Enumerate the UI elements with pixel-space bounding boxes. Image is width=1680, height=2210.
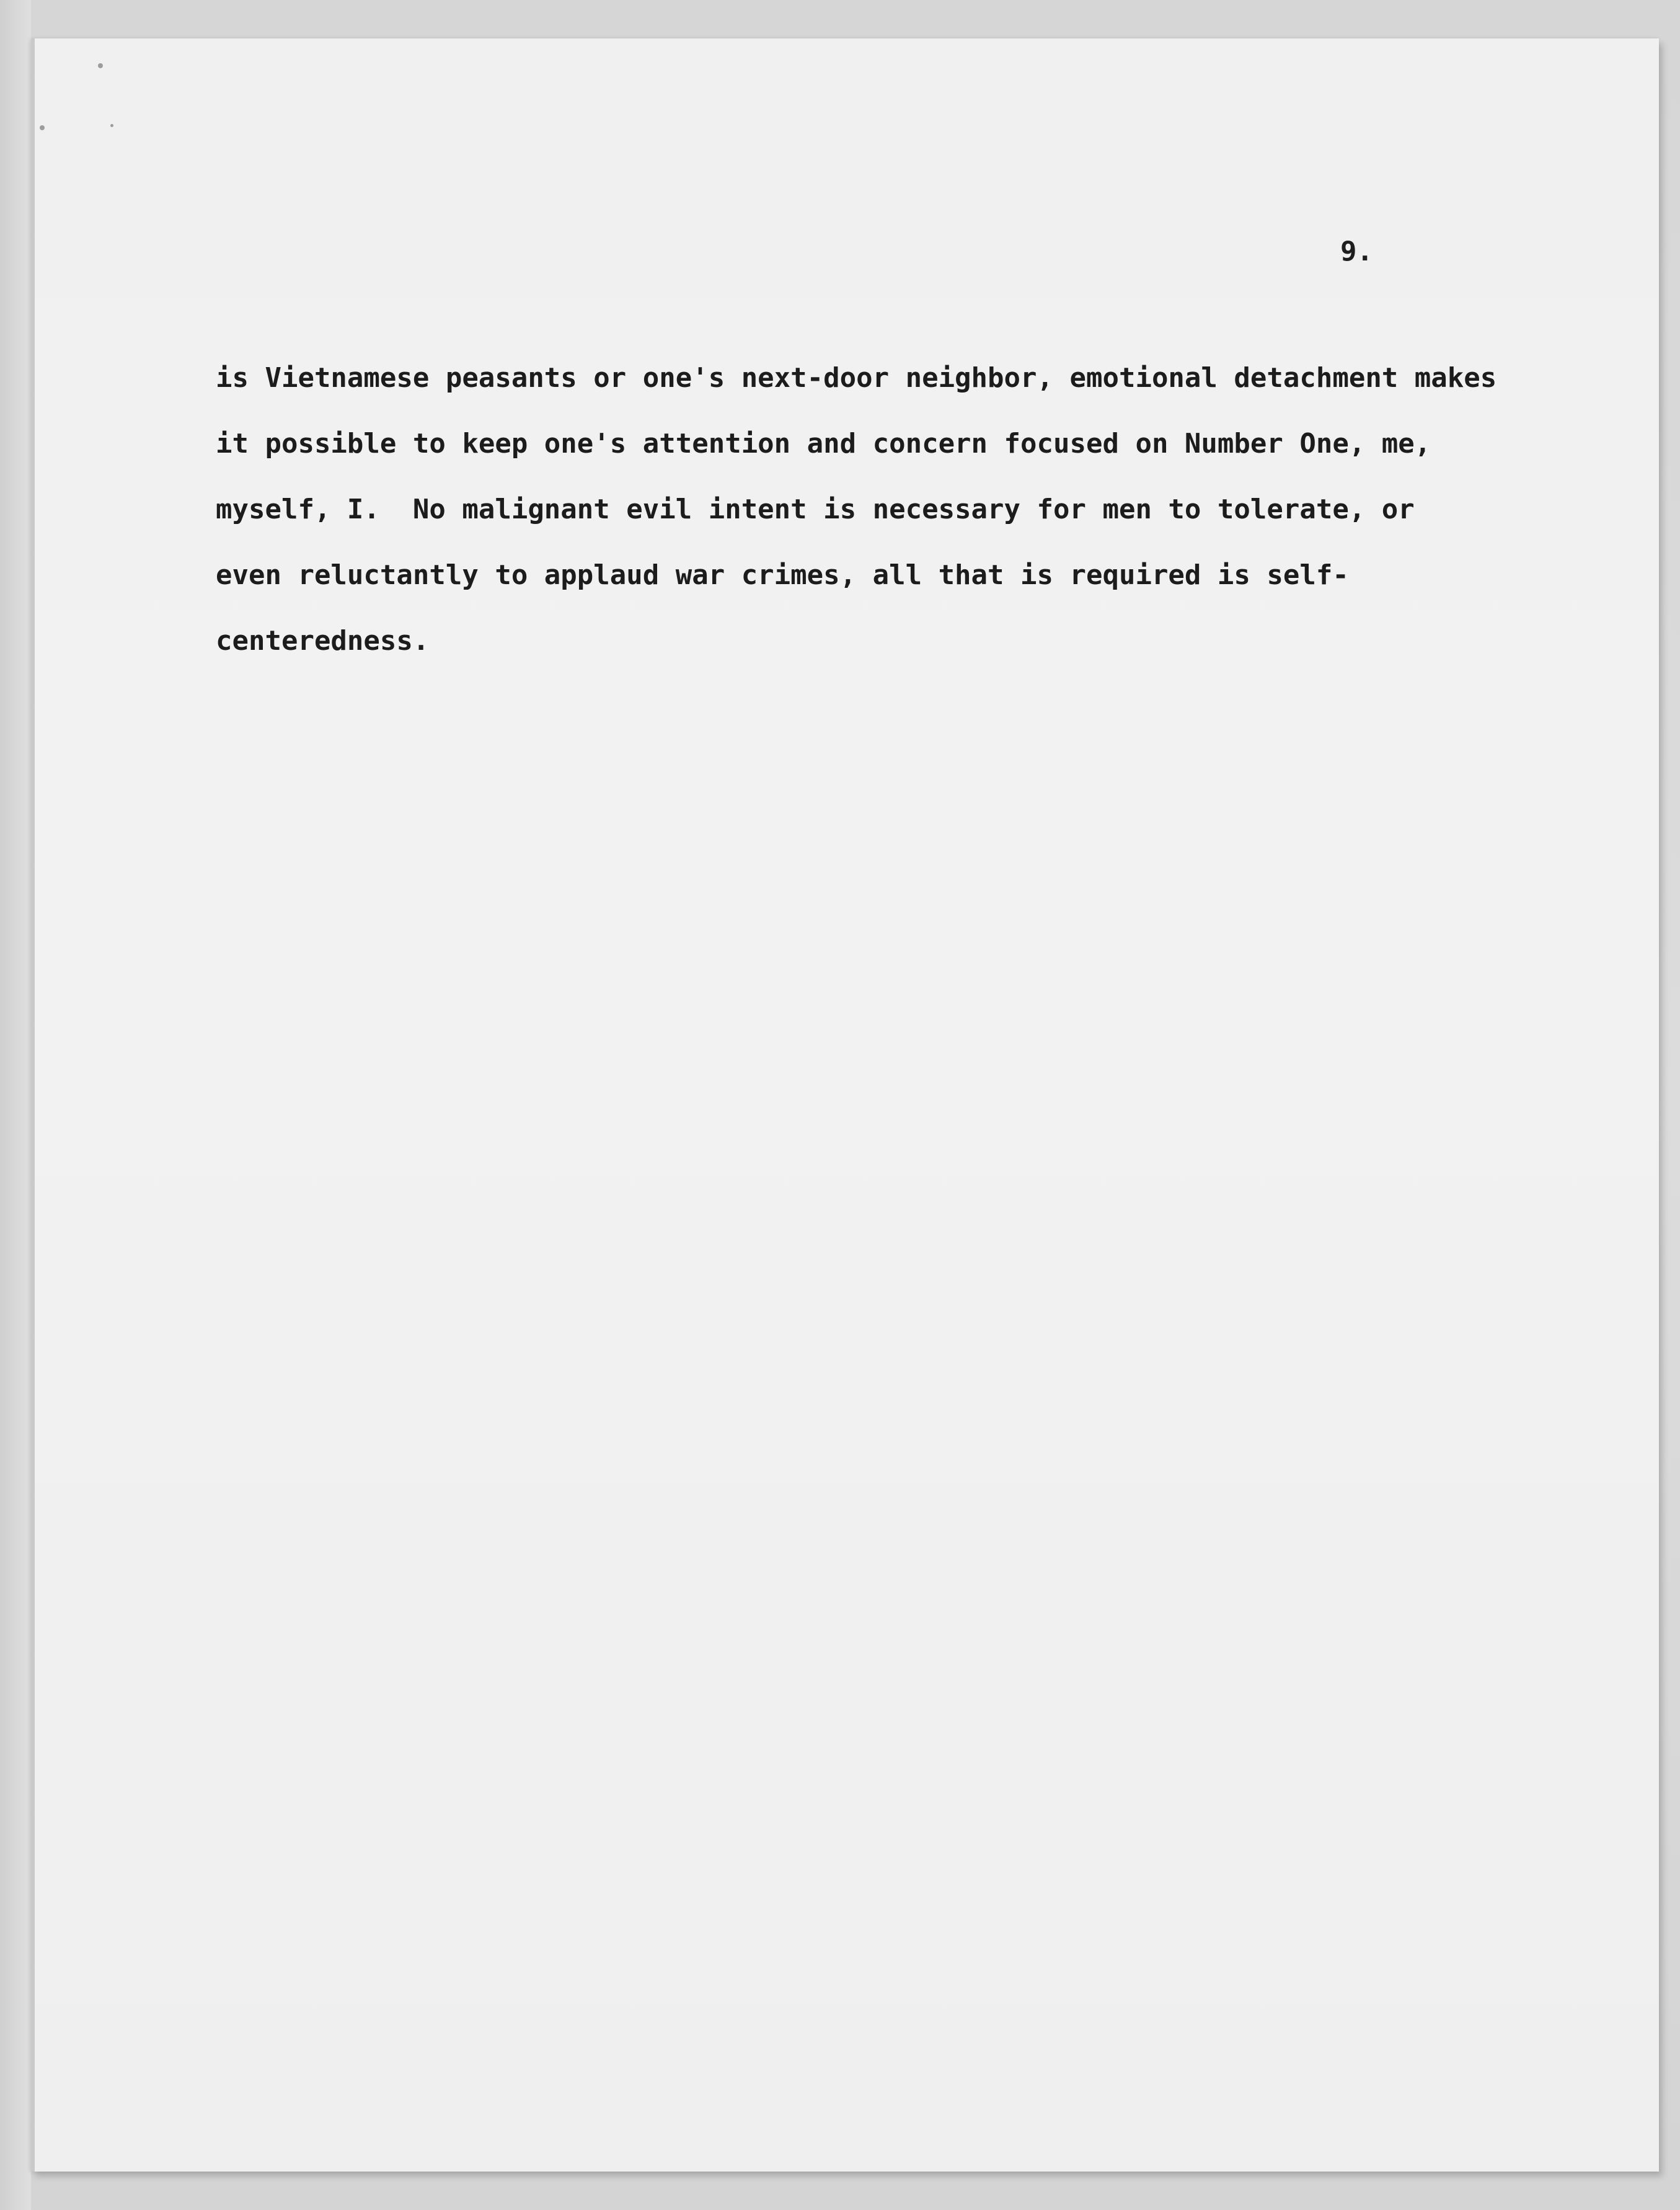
text-line: even reluctantly to applaud war crimes, all that is required is self- — [216, 559, 1349, 591]
text-line: is Vietnamese peasants or one's next-door neighbor, emotional detachment makes — [216, 362, 1497, 394]
page-number: 9. — [1340, 236, 1373, 267]
paper-speck — [40, 125, 45, 130]
paper-sheet — [31, 38, 1659, 2172]
text-line: centeredness. — [216, 625, 430, 657]
text-line: myself, I. No malignant evil intent is necessary for men to tolerate, or — [216, 494, 1415, 525]
scan-edge-shadow — [0, 0, 31, 2210]
paper-speck — [98, 63, 103, 68]
text-line: it possible to keep one's attention and concern focused on Number One, me, — [216, 428, 1431, 459]
body-paragraph — [216, 360, 1497, 688]
paper-speck — [110, 124, 113, 127]
